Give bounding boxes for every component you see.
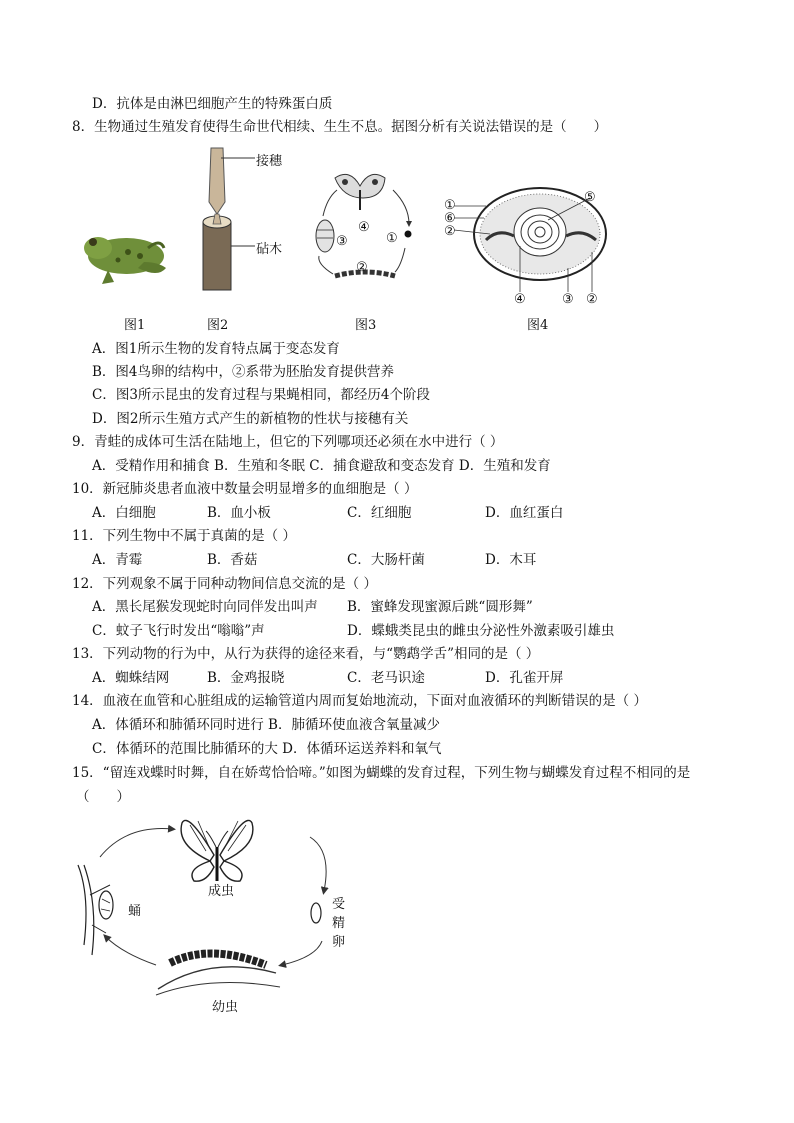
q14-stem: 14．血液在血管和心脏组成的运输管道内周而复始地流动，下面对血液循环的判断错误的是（ ）	[72, 693, 647, 709]
q13-option-a: A．蜘蛛结网	[92, 670, 170, 686]
q7-option-d: D．抗体是由淋巴细胞产生的特殊蛋白质	[92, 96, 333, 112]
q8-option-b: B．图4鸟卵的结构中，②系带为胚胎发育提供营养	[92, 364, 395, 380]
fig4-mark-2-left: ②	[444, 224, 456, 239]
fig3-mark-4: ④	[358, 220, 370, 235]
q13-option-d: D．孔雀开屏	[485, 670, 564, 686]
fig4-mark-1: ①	[444, 198, 456, 213]
fig1-caption: 图1	[124, 318, 146, 333]
fig2-label-rootstock: 砧木	[256, 242, 283, 257]
q12-option-d: D．蝶蛾类昆虫的雌虫分泌性外激素吸引雄虫	[347, 623, 615, 639]
q10-option-b: B．血小板	[207, 505, 271, 521]
q13-stem: 13．下列动物的行为中，从行为获得的途径来看，与“鹦鹉学舌”相同的是（ ）	[72, 646, 540, 662]
q11-option-c: C．大肠杆菌	[347, 552, 425, 568]
q15-label-adult: 成虫	[208, 884, 235, 899]
q10-option-d: D．血红蛋白	[485, 505, 564, 521]
fig4-mark-6: ⑥	[444, 211, 456, 226]
q12-option-b: B．蜜蜂发现蜜源后跳“圆形舞”	[347, 599, 533, 615]
q15-butterfly-cycle-diagram	[70, 805, 370, 1010]
q11-option-d: D．木耳	[485, 552, 537, 568]
q10-option-a: A．白细胞	[92, 505, 156, 521]
pupa-on-branch-icon	[78, 865, 113, 955]
larva-icon	[156, 953, 280, 995]
fig1-frog-image	[78, 218, 172, 288]
q9-stem: 9．青蛙的成体可生活在陆地上，但它的下列哪项还必须在水中进行（ ）	[72, 434, 504, 450]
q10-stem: 10．新冠肺炎患者血液中数量会明显增多的血细胞是（ ）	[72, 481, 418, 497]
q11-stem: 11．下列生物中不属于真菌的是（ ）	[72, 528, 296, 544]
egg-icon	[311, 903, 321, 923]
fig4-mark-4: ④	[514, 292, 526, 307]
fig4-mark-5: ⑤	[584, 190, 596, 205]
q14-options-line1: A．体循环和肺循环同时进行 B．肺循环使血液含氧量减少	[92, 717, 440, 733]
fig2-label-scion: 接穗	[256, 154, 283, 169]
q15-label-egg-3: 卵	[332, 935, 346, 950]
q12-stem: 12．下列观象不属于同种动物间信息交流的是（ ）	[72, 576, 377, 592]
adult-butterfly-icon	[181, 820, 253, 881]
q12-option-a: A．黑长尾猴发现蛇时向同伴发出叫声	[92, 599, 318, 615]
q10-option-c: C．红细胞	[347, 505, 412, 521]
fig3-mark-2: ②	[356, 260, 368, 275]
q15-label-egg-1: 受	[332, 897, 346, 912]
fig3-caption: 图3	[355, 318, 377, 333]
q9-options: A．受精作用和捕食 B．生殖和冬眠 C．捕食避敌和变态发育 D．生殖和发育	[92, 458, 551, 474]
q15-stem: 15．“留连戏蝶时时舞，自在娇莺恰恰啼。”如图为蝴蝶的发育过程，下列生物与蝴蝶发育过程不相同的是	[72, 765, 691, 781]
q8-stem: 8．生物通过生殖发育使得生命世代相续、生生不息。据图分析有关说法错误的是（ ）	[72, 119, 608, 135]
q15-label-larva: 幼虫	[212, 1000, 239, 1015]
fig3-mark-1: ①	[386, 231, 398, 246]
q8-option-a: A．图1所示生物的发育特点属于变态发育	[92, 341, 340, 357]
q13-option-b: B．金鸡报晓	[207, 670, 285, 686]
q11-option-a: A．青霉	[92, 552, 143, 568]
fig4-mark-2-bottom: ②	[586, 292, 598, 307]
q15-answer-paren: （ ）	[76, 789, 130, 805]
q11-option-b: B．香菇	[207, 552, 258, 568]
q8-option-c: C．图3所示昆虫的发育过程与果蝇相同，都经历4个阶段	[92, 387, 431, 403]
q14-options-line2: C．体循环的范围比肺循环的大 D．体循环运送养料和氧气	[92, 741, 442, 757]
q15-label-egg-2: 精	[332, 916, 346, 931]
fig4-mark-3: ③	[562, 292, 574, 307]
q8-option-d: D．图2所示生殖方式产生的新植物的性状与接穗有关	[92, 411, 409, 427]
q13-option-c: C．老马识途	[347, 670, 425, 686]
q15-label-pupa: 蛹	[128, 904, 142, 919]
fig3-mark-3: ③	[336, 234, 348, 249]
fig4-caption: 图4	[527, 318, 549, 333]
fig2-caption: 图2	[207, 318, 229, 333]
q12-option-c: C．蚊子飞行时发出“嗡嗡”声	[92, 623, 265, 639]
